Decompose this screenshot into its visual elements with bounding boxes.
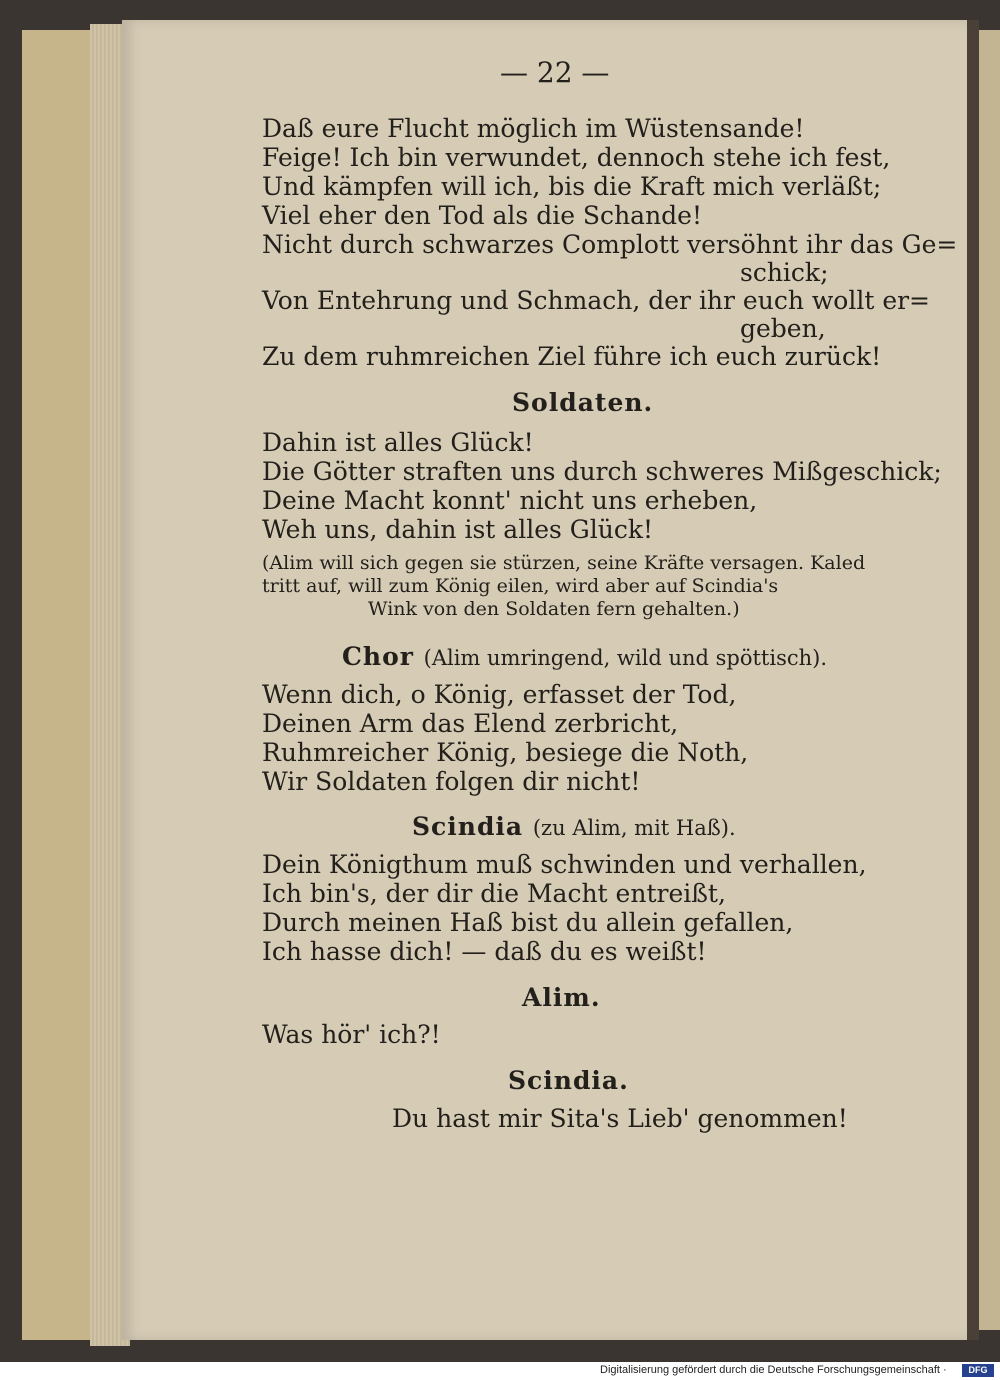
verse-line: Weh uns, dahin ist alles Glück! (262, 515, 654, 544)
verse-line: Durch meinen Haß bist du allein gefallen, (262, 908, 794, 937)
verse-line: Nicht durch schwarzes Complott versöhnt ihr das Ge= (262, 230, 958, 259)
speaker-heading (412, 812, 736, 841)
speaker-name: Soldaten. (512, 388, 654, 417)
speaker-name: Alim. (522, 983, 601, 1012)
verse-line: Von Entehrung und Schmach, der ihr euch wollt er= (262, 286, 931, 315)
stage-direction-line: Wink von den Soldaten fern gehalten.) (368, 598, 740, 620)
verse-line: Deinen Arm das Elend zerbricht, (262, 709, 679, 738)
verse-line: Was hör' ich?! (262, 1020, 441, 1049)
speaker-direction: (Alim umringend, wild und spöttisch). (423, 646, 828, 670)
speaker-heading (342, 642, 827, 671)
verse-line: geben, (740, 314, 826, 343)
speaker-direction: (zu Alim, mit Haß). (532, 816, 736, 840)
verse-line: Feige! Ich bin verwundet, dennoch stehe ich fest, (262, 143, 891, 172)
speaker-name: Chor (342, 642, 414, 671)
stage-direction-line: tritt auf, will zum König eilen, wird aber auf Scindia's (262, 575, 779, 597)
verse-line: Wenn dich, o König, erfasset der Tod, (262, 680, 737, 709)
digitization-credit: Digitalisierung gefördert durch die Deutsche Forschungsgemeinschaft · (600, 1364, 947, 1376)
verse-line: Dahin ist alles Glück! (262, 428, 534, 457)
verse-line: Viel eher den Tod als die Schande! (262, 201, 703, 230)
stage-direction-line: (Alim will sich gegen sie stürzen, seine Kräfte versagen. Kaled (262, 552, 866, 574)
verse-line: Ich hasse dich! — daß du es weißt! (262, 937, 707, 966)
verse-line: Wir Soldaten folgen dir nicht! (262, 767, 641, 796)
dfg-logo: DFG (962, 1364, 994, 1377)
verse-line: schick; (740, 258, 829, 287)
verse-line: Dein Königthum muß schwinden und verhallen, (262, 850, 867, 879)
speaker-name: Scindia. (508, 1066, 629, 1095)
verse-line: Und kämpfen will ich, bis die Kraft mich verläßt; (262, 172, 882, 201)
speaker-name: Scindia (412, 812, 524, 841)
verse-line: Du hast mir Sita's Lieb' genommen! (392, 1104, 848, 1133)
verse-line: Zu dem ruhmreichen Ziel führe ich euch zurück! (262, 342, 882, 371)
verse-line: Ruhmreicher König, besiege die Noth, (262, 738, 749, 767)
verse-line: Daß eure Flucht möglich im Wüstensande! (262, 114, 805, 143)
page-number: — 22 — (500, 56, 610, 89)
verse-line: Deine Macht konnt' nicht uns erheben, (262, 486, 758, 515)
book-cover-right (979, 30, 1000, 1330)
verse-line: Ich bin's, der dir die Macht entreißt, (262, 879, 726, 908)
book-gutter-right (967, 20, 979, 1340)
verse-line: Die Götter straften uns durch schweres Mißgeschick; (262, 457, 942, 486)
book-cover-left (22, 30, 100, 1340)
